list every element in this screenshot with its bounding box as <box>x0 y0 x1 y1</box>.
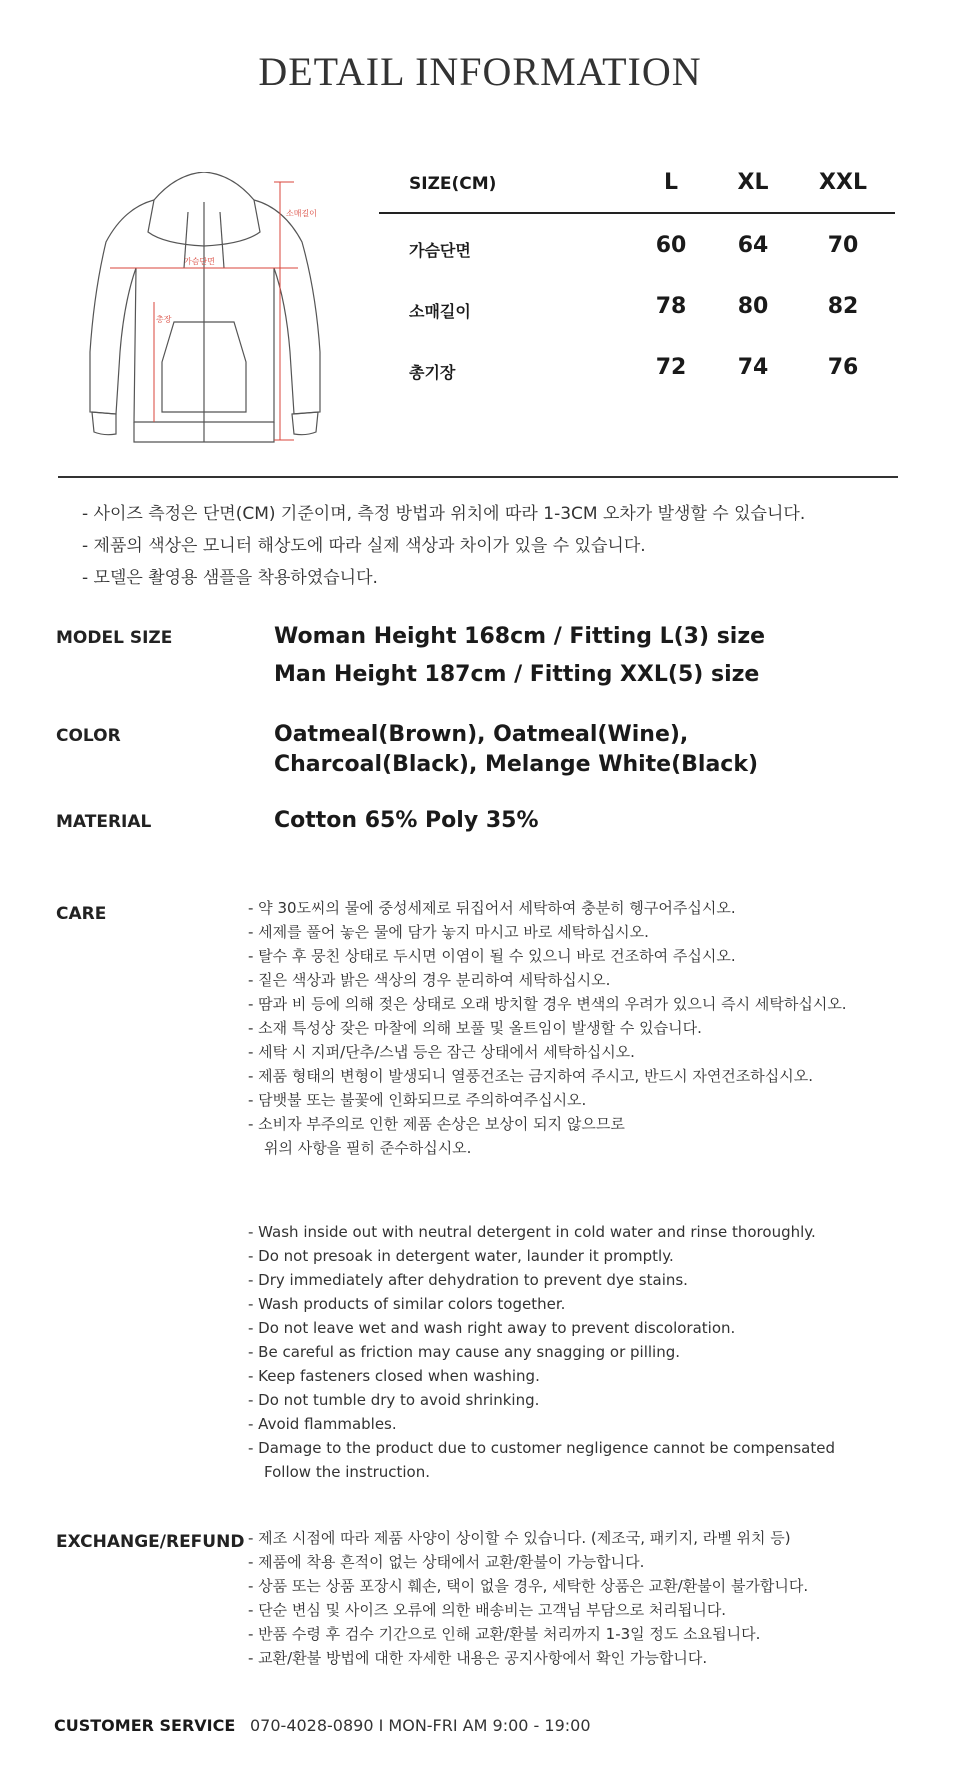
exchange-refund-list <box>248 1526 808 1670</box>
care-english-list <box>248 1220 835 1484</box>
row-value: 74 <box>737 355 769 380</box>
table-row <box>379 336 895 397</box>
model-size-label: MODEL SIZE <box>56 628 173 648</box>
diagram-label-length: 총장 <box>156 315 172 324</box>
list-item: - Avoid flammables. <box>248 1415 397 1433</box>
list-item: - 세탁 시 지퍼/단추/스냅 등은 잠근 상태에서 세탁하십시오. <box>248 1043 635 1061</box>
section-divider <box>58 476 898 478</box>
list-item: - 단순 변심 및 사이즈 오류에 의한 배송비는 고객님 부담으로 처리됩니다. <box>248 1601 727 1619</box>
model-size-line-1: Woman Height 168cm / Fitting L(3) size <box>274 624 766 649</box>
row-value: 60 <box>655 233 687 258</box>
model-size-line-2: Man Height 187cm / Fitting XXL(5) size <box>274 662 760 687</box>
table-row <box>379 214 895 275</box>
material-label: MATERIAL <box>56 812 152 832</box>
row-value: 76 <box>827 355 859 380</box>
list-item: - 땀과 비 등에 의해 젖은 상태로 오래 방치할 경우 변색의 우려가 있으니 즉시 세탁하십시오. <box>248 995 847 1013</box>
row-label: 소매길이 <box>409 302 471 321</box>
table-row <box>379 275 895 336</box>
list-item: - Wash products of similar colors together. <box>248 1295 566 1313</box>
list-item: Follow the instruction. <box>264 1463 430 1481</box>
list-item: - 짙은 색상과 밝은 색상의 경우 분리하여 세탁하십시오. <box>248 971 611 989</box>
list-item: - 담뱃불 또는 불꽃에 인화되므로 주의하여주십시오. <box>248 1091 587 1109</box>
list-item: - Do not leave wet and wash right away to prevent discoloration. <box>248 1319 736 1337</box>
list-item: - 제품에 착용 흔적이 없는 상태에서 교환/환불이 가능합니다. <box>248 1553 645 1571</box>
size-header-l: L <box>663 170 679 195</box>
hoodie-size-diagram <box>84 172 324 454</box>
list-item: - 소비자 부주의로 인한 제품 손상은 보상이 되지 않으므로 <box>248 1115 625 1133</box>
list-item: - 모델은 촬영용 샘플을 착용하였습니다. <box>82 568 378 588</box>
list-item: - 상품 또는 상품 포장시 훼손, 택이 없을 경우, 세탁한 상품은 교환/환불이 불가합니다. <box>248 1577 809 1595</box>
list-item: - 약 30도씨의 물에 중성세제로 뒤집어서 세탁하여 충분히 헹구어주십시오. <box>248 899 736 917</box>
list-item: - 제조 시점에 따라 제품 사양이 상이할 수 있습니다. (제조국, 패키지, 라벨 위치 등) <box>248 1529 791 1547</box>
size-notes <box>82 498 805 594</box>
list-item: - Do not presoak in detergent water, launder it promptly. <box>248 1247 674 1265</box>
diagram-label-chest: 가슴단면 <box>184 257 215 266</box>
list-item: - Be careful as friction may cause any snagging or pilling. <box>248 1343 681 1361</box>
list-item: - 소재 특성상 잦은 마찰에 의해 보풀 및 올트임이 발생할 수 있습니다. <box>248 1019 702 1037</box>
list-item: - 탈수 후 뭉친 상태로 두시면 이염이 될 수 있으니 바로 건조하여 주십시오. <box>248 947 736 965</box>
row-value: 70 <box>827 233 859 258</box>
size-table-header <box>379 160 895 214</box>
row-value: 80 <box>737 294 769 319</box>
list-item: - 세제를 풀어 놓은 물에 담가 놓지 마시고 바로 세탁하십시오. <box>248 923 649 941</box>
list-item: 위의 사항을 필히 준수하십시오. <box>264 1139 472 1157</box>
color-label: COLOR <box>56 726 121 746</box>
list-item: - 제품 형태의 변형이 발생되니 열풍건조는 금지하여 주시고, 반드시 자연건조하십시오. <box>248 1067 814 1085</box>
list-item: - Damage to the product due to customer negligence cannot be compensated <box>248 1439 835 1457</box>
row-label: 가슴단면 <box>409 241 471 260</box>
care-korean-list <box>248 896 847 1160</box>
row-value: 64 <box>737 233 769 258</box>
row-value: 82 <box>827 294 859 319</box>
list-item: - Keep fasteners closed when washing. <box>248 1367 540 1385</box>
customer-service-info: 070-4028-0890 I MON-FRI AM 9:00 - 19:00 <box>250 1716 591 1735</box>
size-header-xl: XL <box>737 170 769 195</box>
list-item: - Dry immediately after dehydration to prevent dye stains. <box>248 1271 688 1289</box>
color-line-2: Charcoal(Black), Melange White(Black) <box>274 752 759 777</box>
list-item: - 제품의 색상은 모니터 해상도에 따라 실제 색상과 차이가 있을 수 있습니다. <box>82 536 646 556</box>
row-value: 78 <box>655 294 687 319</box>
list-item: - Do not tumble dry to avoid shrinking. <box>248 1391 540 1409</box>
material-value: Cotton 65% Poly 35% <box>274 808 539 833</box>
size-table <box>379 160 895 397</box>
list-item: - Wash inside out with neutral detergent in cold water and rinse thoroughly. <box>248 1223 816 1241</box>
list-item: - 사이즈 측정은 단면(CM) 기준이며, 측정 방법과 위치에 따라 1-3CM 오차가 발생할 수 있습니다. <box>82 504 806 524</box>
care-label: CARE <box>56 904 107 924</box>
customer-service-label: CUSTOMER SERVICE <box>54 1716 236 1735</box>
exchange-refund-label: EXCHANGE/REFUND <box>56 1532 245 1552</box>
size-header-xxl: XXL <box>819 170 867 195</box>
color-line-1: Oatmeal(Brown), Oatmeal(Wine), <box>274 722 689 747</box>
list-item: - 반품 수령 후 검수 기간으로 인해 교환/환불 처리까지 1-3일 정도 소요됩니다. <box>248 1625 761 1643</box>
list-item: - 교환/환불 방법에 대한 자세한 내용은 공지사항에서 확인 가능합니다. <box>248 1649 708 1667</box>
diagram-label-sleeve: 소매길이 <box>286 209 317 218</box>
row-label: 총기장 <box>409 363 456 382</box>
page-title: DETAIL INFORMATION <box>258 49 702 94</box>
size-header-label: SIZE(CM) <box>409 174 497 194</box>
row-value: 72 <box>655 355 687 380</box>
